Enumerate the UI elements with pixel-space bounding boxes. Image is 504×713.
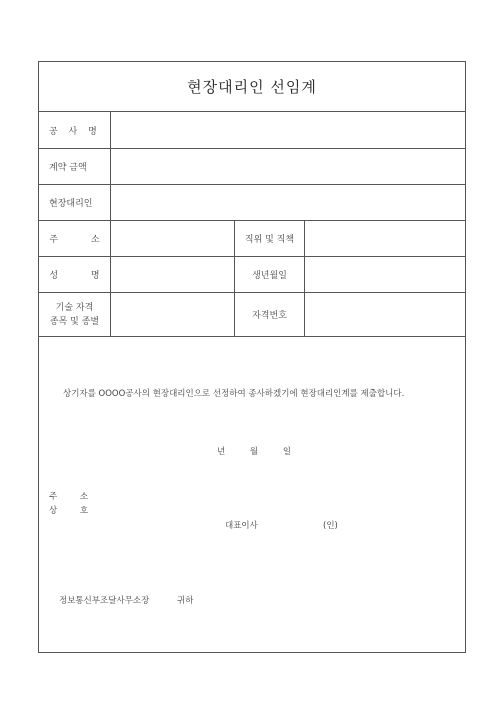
label-license-number: 자격번호 <box>235 293 305 336</box>
label-birth-date: 생년월일 <box>235 257 305 292</box>
field-construction-name[interactable] <box>111 112 465 148</box>
field-address[interactable] <box>111 221 235 256</box>
seal-mark: (인) <box>323 521 338 531</box>
field-contract-amount[interactable] <box>111 149 465 184</box>
honorific: 귀하 <box>177 596 194 606</box>
form-title: 현장대리인 선임계 <box>39 62 465 112</box>
row-name <box>39 257 465 293</box>
row-contract-amount <box>39 149 465 185</box>
label-address: 주 소 <box>39 221 111 256</box>
field-name[interactable] <box>111 257 235 292</box>
label-qualification-line1: 기술 자격 <box>55 302 94 313</box>
field-qualification[interactable] <box>111 293 235 336</box>
label-construction-name: 공 사 명 <box>39 112 111 148</box>
label-name: 성 명 <box>39 257 111 292</box>
footer-business-label: 상 호 <box>49 506 89 516</box>
representative-label: 대표이사 <box>225 521 258 531</box>
label-position-title: 직위 및 직책 <box>235 221 305 256</box>
row-site-agent <box>39 185 465 221</box>
label-qualification-line2: 종목 및 종별 <box>49 316 100 327</box>
label-contract-amount: 계약 금액 <box>39 149 111 184</box>
field-position-title[interactable] <box>305 221 465 256</box>
field-site-agent[interactable] <box>111 185 465 220</box>
footer-address-label: 주 소 <box>49 492 89 502</box>
label-qualification <box>39 293 111 336</box>
date-line: 년 월 일 <box>217 447 292 457</box>
statement-text: 상기자를 OOOO공사의 현장대리인으로 선정하여 종사하겠기에 현장대리인계를 제출합니다. <box>63 389 405 399</box>
row-address <box>39 221 465 257</box>
row-construction-name <box>39 112 465 149</box>
label-site-agent: 현장대리인 <box>39 185 111 220</box>
form-container <box>38 61 466 653</box>
row-qualification <box>39 293 465 337</box>
field-license-number[interactable] <box>305 293 465 336</box>
field-birth-date[interactable] <box>305 257 465 292</box>
addressee: 정보통신부조달사무소장 <box>59 596 150 606</box>
